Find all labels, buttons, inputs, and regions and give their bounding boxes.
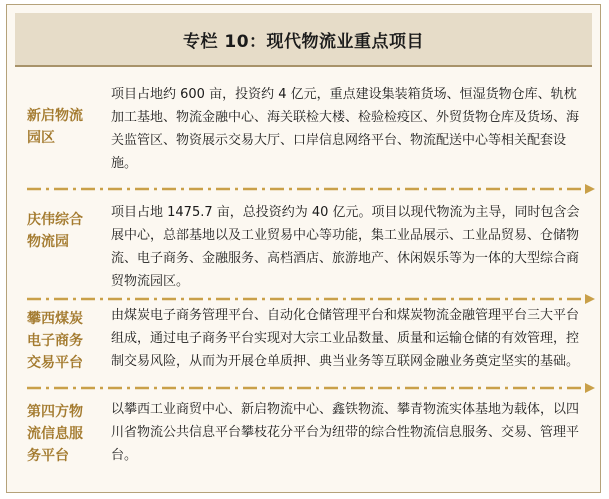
section-label-fourth-party: 第四方物流信息服务平台 [27,404,83,464]
title-bar [15,13,592,65]
section-label-panxi: 攀西煤炭电子商务交易平台 [27,311,83,371]
section-text-qingwei: 项目占地 1475.7 亩，总投资约为 40 亿元。项目以现代物流为主导，同时包含会展中心，总部基地以及工业贸易中心等功能，集工业品展示、工业品贸易、仓储物流、电子商务、金融服务、高档酒店、旅游地产、休闲娱乐等为一体的大型综合商贸物流园区。 [111,205,580,289]
section-text-fourth-party: 以攀西工业商贸中心、新启物流中心、鑫铁物流、攀青物流实体基地为载体，以四川省物流公共信息平台攀枝花分平台为纽带的综合性物流信息服务、交易、管理平台。 [111,402,580,463]
section-divider [27,294,595,304]
section-label-xinqi: 新启物流园区 [27,108,83,146]
section-divider [27,383,595,393]
section-text-xinqi: 项目占地约 600 亩，投资约 4 亿元，重点建设集装箱货场、恒湿货物仓库、轨枕加工基地、物流金融中心、海关联检大楼、检验检疫区、外贸货物仓库及货场、海关监管区、物资展示交易大厅、口岸信息网络平台、物流配送中心等相关配套设施。 [111,87,580,171]
section-divider [27,184,595,194]
section-label-qingwei: 庆伟综合物流园 [27,212,83,250]
section-text-panxi: 由煤炭电子商务管理平台、自动化仓储管理平台和煤炭物流金融管理平台三大平台组成，通过电子商务平台实现对大宗工业品数量、质量和运输仓储的有效管理，控制交易风险，从而为开展仓单质押、典当业务等互联网金融业务奠定坚实的基础。 [111,308,580,369]
column-box [6,4,601,493]
title-rule [15,65,592,67]
column-title: 专栏 10：现代物流业重点项目 [182,31,425,52]
